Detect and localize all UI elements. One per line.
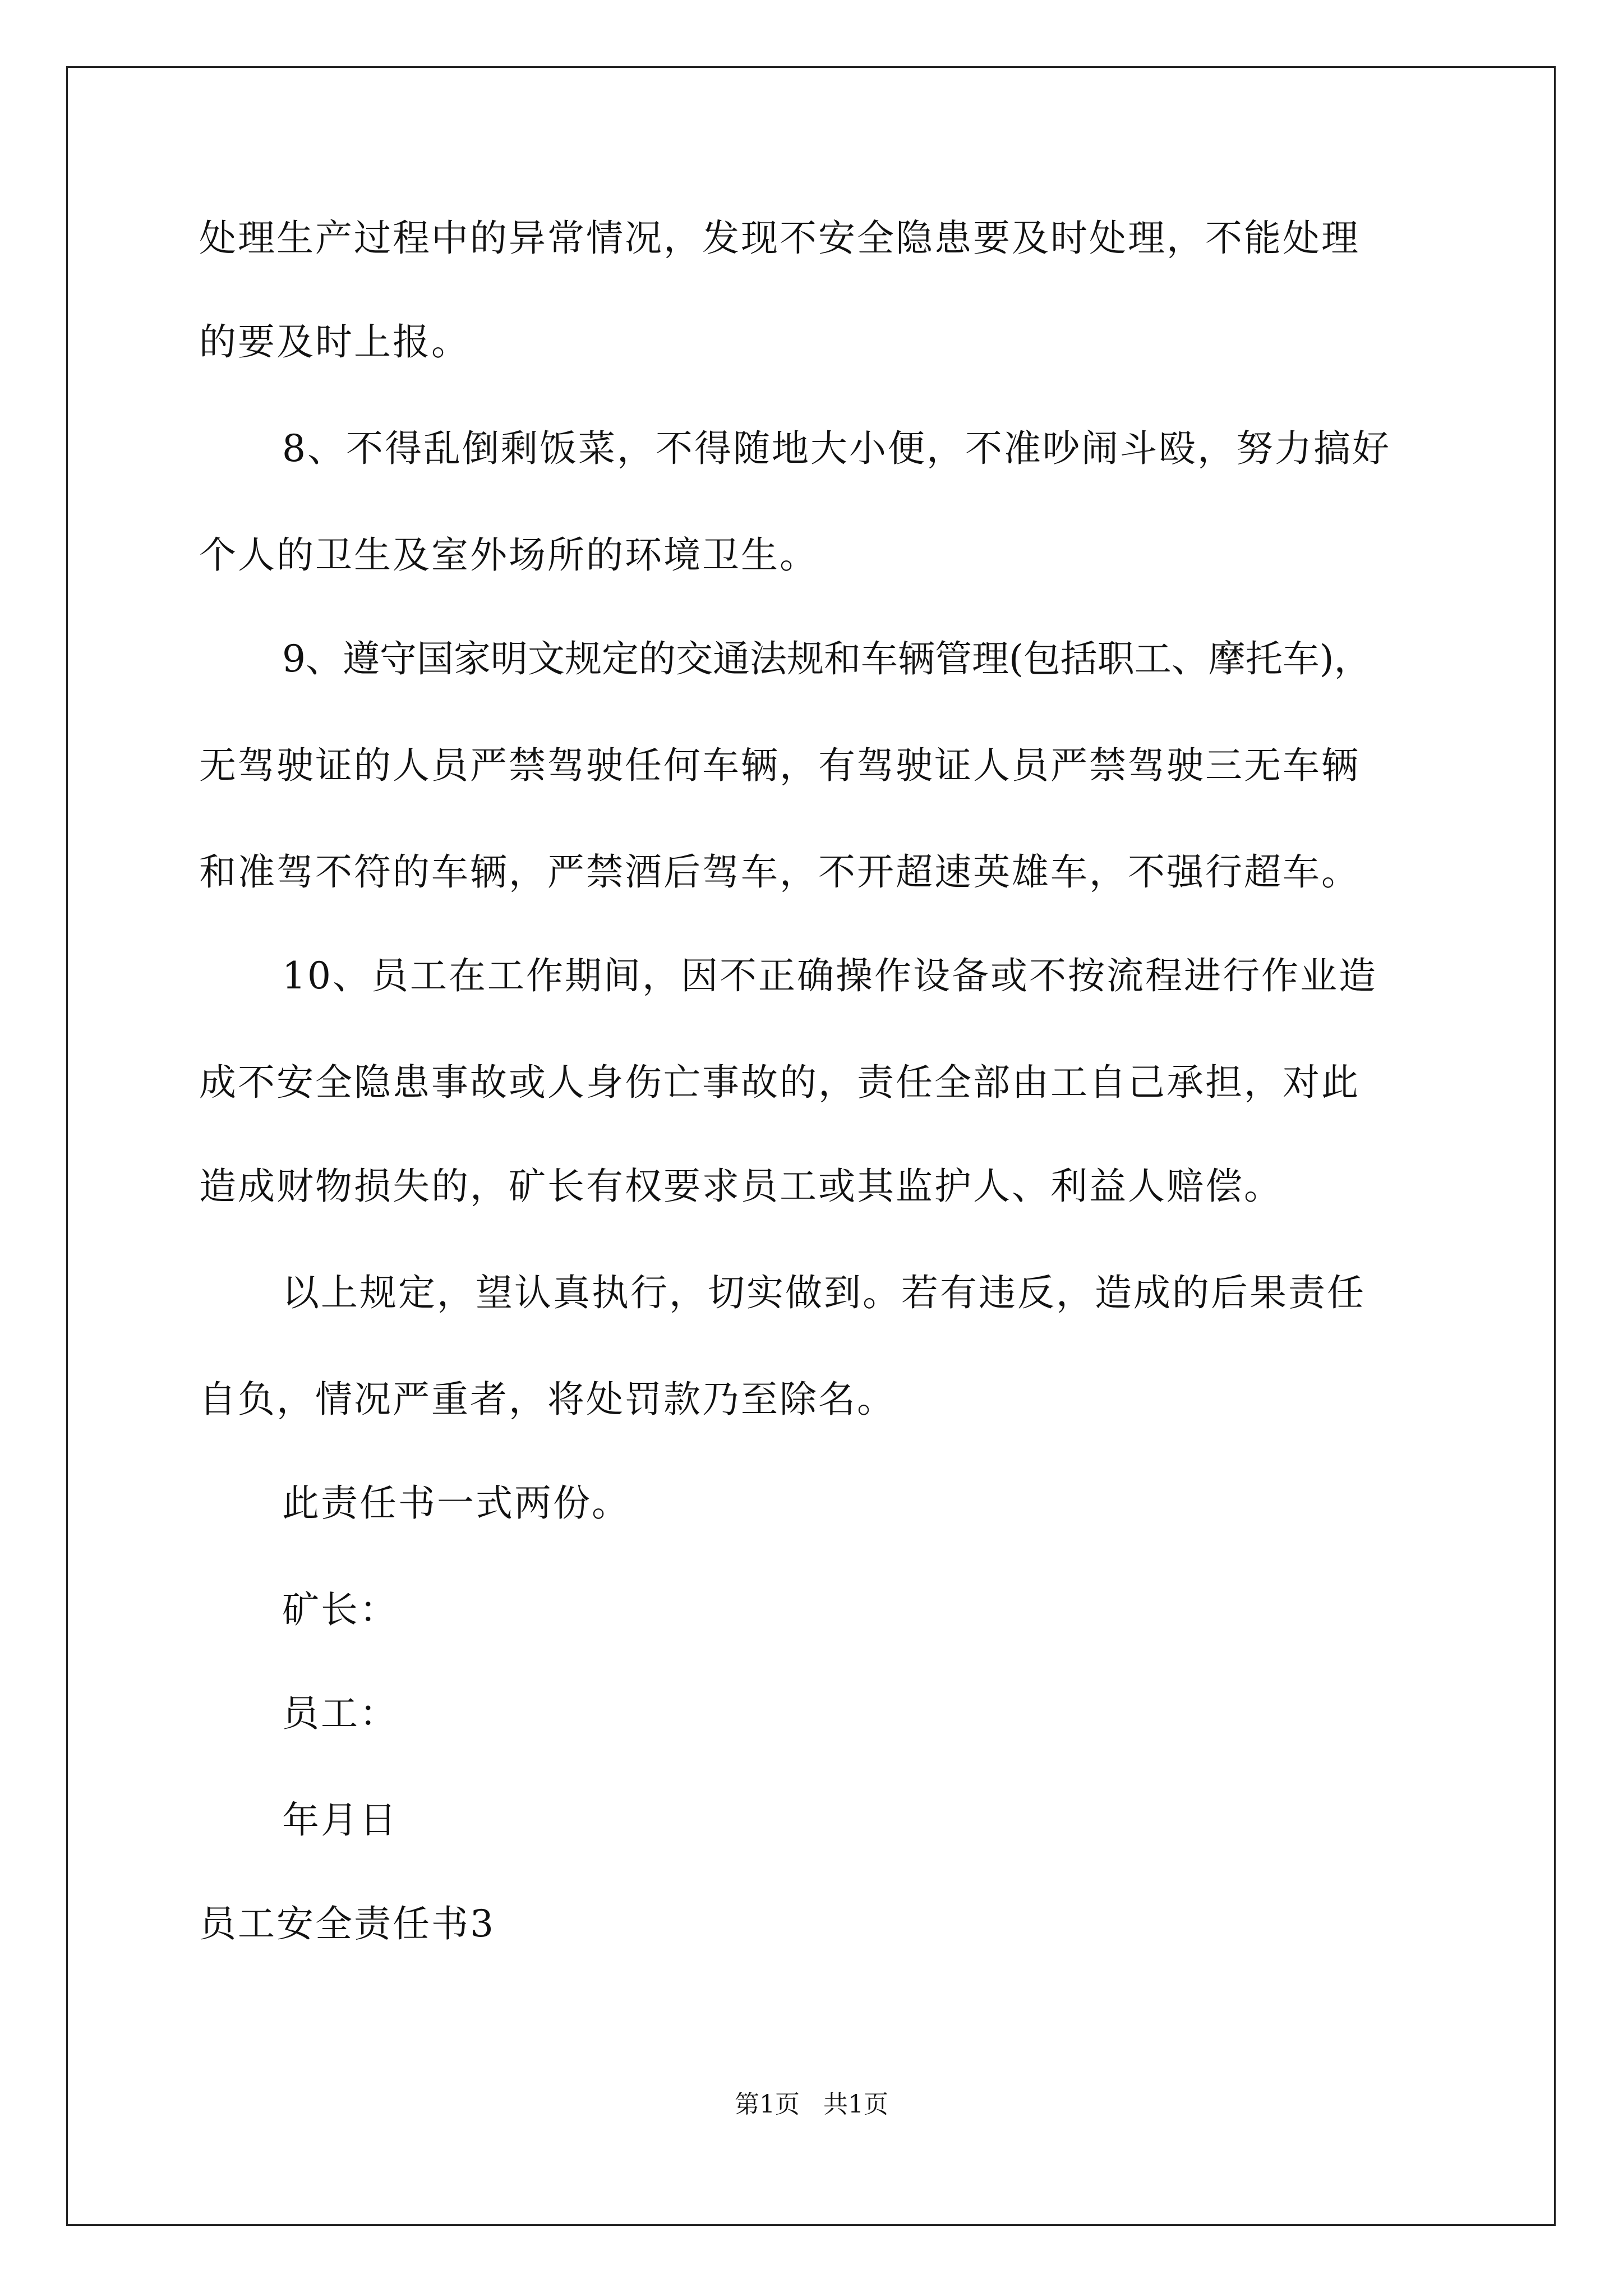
text-line: 员工： — [282, 1692, 398, 1735]
text-line: 自负，情况严重者，将处罚款乃至除名。 — [199, 1378, 896, 1421]
text-line: 造成财物损失的，矿长有权要求员工或其监护人、利益人赔偿。 — [199, 1165, 1283, 1208]
text-line: 的要及时上报。 — [199, 320, 470, 364]
text-line: 处理生产过程中的异常情况，发现不安全隐患要及时处理，不能处理 — [199, 217, 1360, 260]
text-line: 此责任书一式两份。 — [282, 1481, 630, 1525]
text-line: 10、员工在工作期间，因不正确操作设备或不按流程进行作业造 — [282, 954, 1377, 997]
text-line: 无驾驶证的人员严禁驾驶任何车辆，有驾驶证人员严禁驾驶三无车辆 — [199, 744, 1360, 787]
text-line: 8、不得乱倒剩饭菜，不得随地大小便，不准吵闹斗殴，努力搞好 — [282, 427, 1391, 470]
text-line: 个人的卫生及室外场所的环境卫生。 — [199, 533, 818, 577]
text-line: 成不安全隐患事故或人身伤亡事故的，责任全部由工自己承担，对此 — [199, 1061, 1360, 1104]
page-number: 第1页 共1页 — [735, 2090, 888, 2119]
section-heading: 员工安全责任书3 — [199, 1902, 495, 1945]
text-line: 9、遵守国家明文规定的交通法规和车辆管理(包括职工、摩托车)， — [282, 637, 1371, 680]
text-line: 年月日 — [282, 1798, 398, 1842]
text-line: 以上规定，望认真执行，切实做到。若有违反，造成的后果责任 — [282, 1271, 1366, 1314]
text-line: 矿长： — [282, 1588, 398, 1631]
text-line: 和准驾不符的车辆，严禁酒后驾车，不开超速英雄车，不强行超车。 — [199, 850, 1360, 894]
